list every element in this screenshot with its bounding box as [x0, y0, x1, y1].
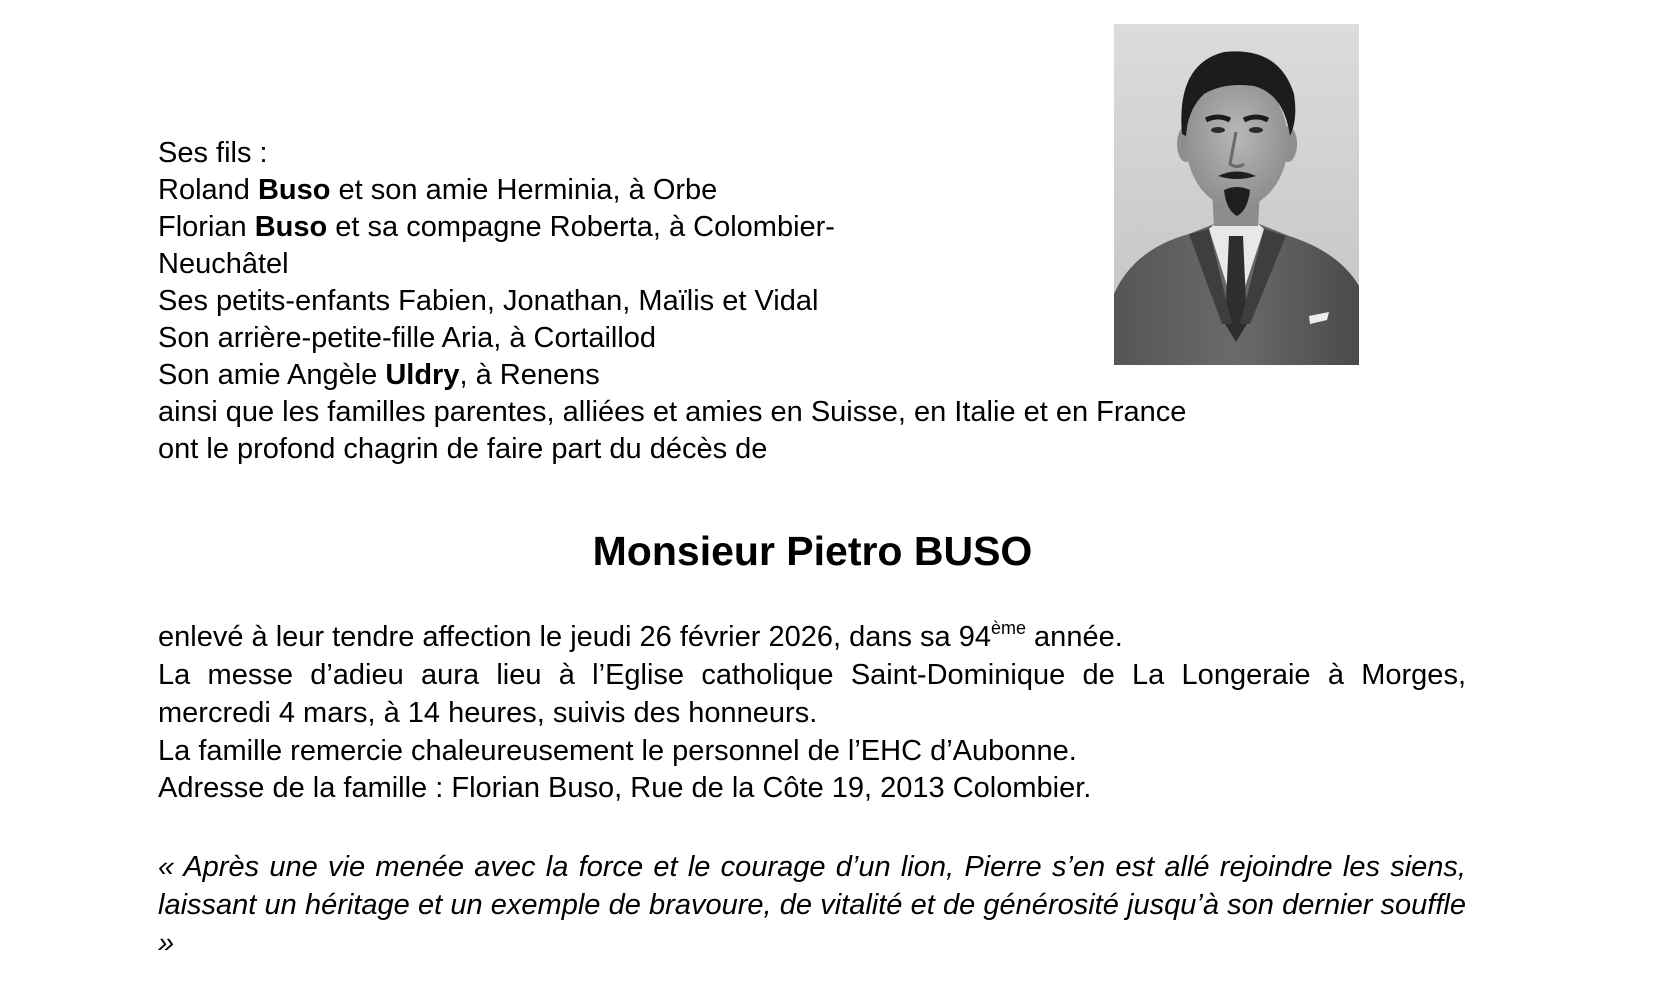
friend-line — [158, 356, 600, 394]
son-roland-surname: Buso — [257, 174, 331, 206]
son-florian-line-2: Neuchâtel — [158, 248, 289, 280]
announcement-line: ont le profond chagrin de faire part du décès de — [158, 433, 768, 465]
address-line: Adresse de la famille : Florian Buso, Rue de la Côte 19, 2013 Colombier. — [158, 772, 1092, 804]
son-florian-first: Florian — [158, 211, 255, 243]
passing-line — [158, 618, 1123, 656]
son-florian-line — [158, 208, 835, 246]
passing-superscript: ème — [990, 618, 1026, 638]
son-roland-rest: et son amie Herminia, à Orbe — [330, 174, 718, 206]
friend-rest: , à Renens — [459, 359, 600, 391]
families-line: ainsi que les familles parentes, alliées et amies en Suisse, en Italie et en France — [158, 396, 1187, 428]
great-granddaughter-line: Son arrière-petite-fille Aria, à Cortaillod — [158, 322, 657, 354]
friend-first: Son amie Angèle — [158, 359, 386, 391]
mass-paragraph: La messe d’adieu aura lieu à l’Eglise catholique Saint-Dominique de La Longeraie à Morges, mercredi 4 mars, à 14 heures, suivis des honneurs. — [158, 659, 1466, 729]
passing-after: année. — [1026, 621, 1123, 653]
sons-heading: Ses fils : — [158, 137, 268, 169]
memorial-quote: « Après une vie menée avec la force et le courage d’un lion, Pierre s’en est allé rejoindre les siens, laissant un héritage et un exemple de bravoure, de vitalité et de générosité jusqu’à son dernier souffle » — [158, 851, 1466, 959]
son-roland-line — [158, 171, 717, 209]
deceased-name-heading: Monsieur Pietro BUSO — [592, 528, 1033, 574]
thanks-line: La famille remercie chaleureusement le personnel de l’EHC d’Aubonne. — [158, 735, 1077, 767]
friend-surname: Uldry — [385, 359, 460, 391]
son-roland-first: Roland — [158, 174, 258, 206]
son-florian-surname: Buso — [254, 211, 328, 243]
son-florian-rest: et sa compagne Roberta, à Colombier- — [327, 211, 835, 243]
portrait-photo — [1114, 24, 1359, 365]
passing-before: enlevé à leur tendre affection le jeudi 26 février 2026, dans sa 94 — [158, 621, 991, 653]
grandchildren-line: Ses petits-enfants Fabien, Jonathan, Maïlis et Vidal — [158, 285, 819, 317]
